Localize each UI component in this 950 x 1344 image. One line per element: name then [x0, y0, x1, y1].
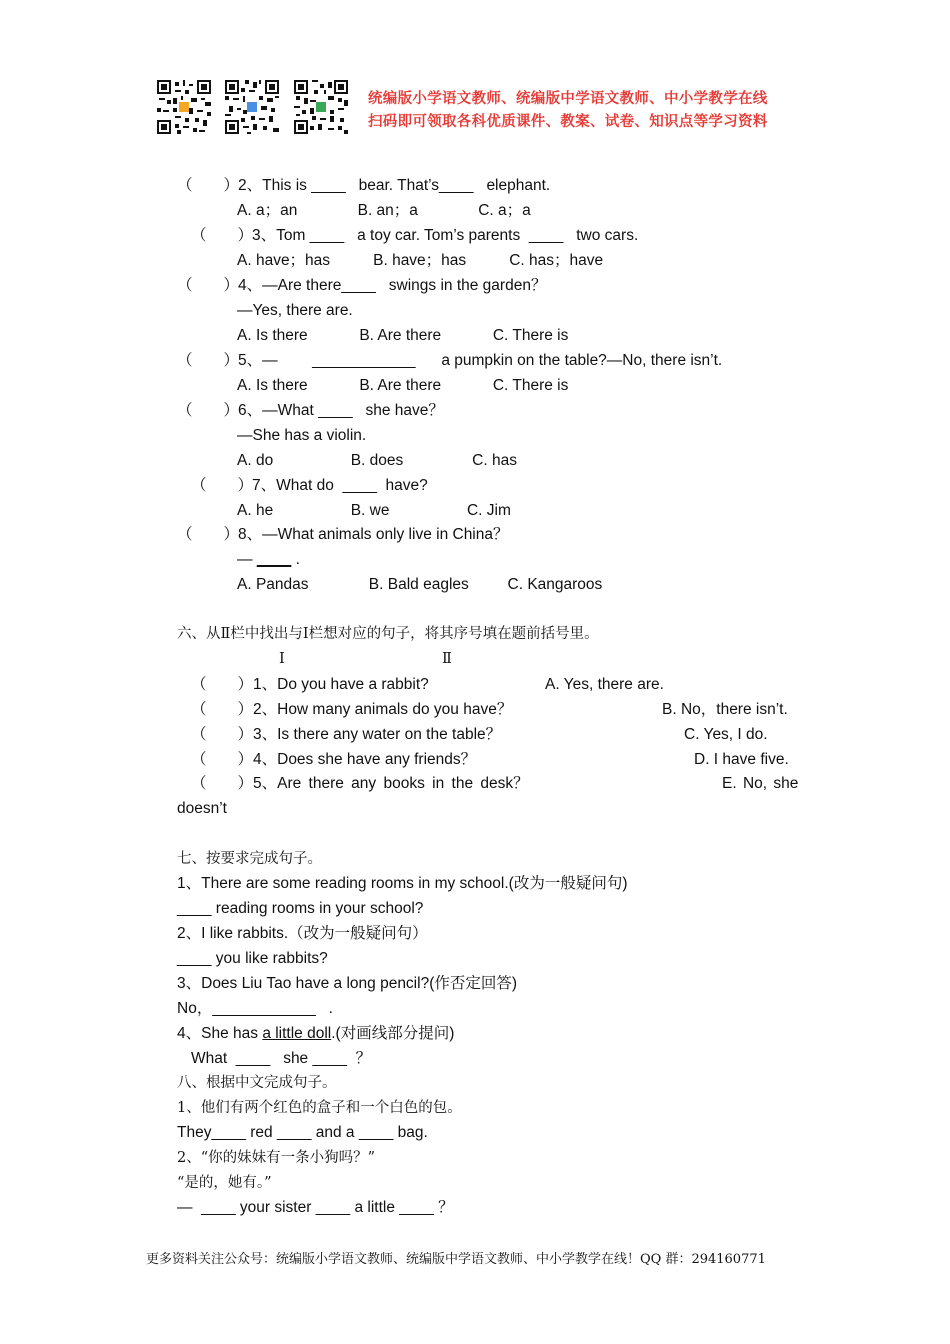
- s7-q1-answer: ____ reading rooms in your school?: [177, 900, 424, 917]
- match-right-4: D. I have five.: [694, 751, 789, 768]
- section7-title: 七、按要求完成句子。: [177, 851, 322, 867]
- q5-options: A. Is there B. Are there C. There is: [237, 377, 569, 394]
- q4-paren: （ ）: [177, 277, 240, 294]
- qr-code-2: [225, 80, 279, 134]
- s8-q2: 2、“你的妹妹有一条小狗吗？”: [177, 1150, 376, 1166]
- q8-text: 8、—What animals only live in China？: [238, 526, 509, 543]
- q3-options: A. have；has B. have；has C. has；have: [237, 252, 604, 269]
- s7-q4-answer: What ____ she ____ ？: [191, 1050, 372, 1067]
- q2-text: 2、This is ____ bear. That’s____ elephant.: [238, 177, 551, 194]
- section6-col1-heading: Ⅰ: [279, 651, 285, 667]
- qr-code-3: [294, 80, 348, 134]
- s7-q2-answer: ____ you like rabbits?: [177, 950, 328, 967]
- qr-code-1: [157, 80, 211, 134]
- promo-line-1: 统编版小学语文教师、统编版中学语文教师、中小学教学在线: [368, 91, 768, 107]
- s7-q1: 1、There are some reading rooms in my school.(改为一般疑问句): [177, 875, 628, 892]
- section6-title: 六、从Ⅱ栏中找出与Ⅰ栏想对应的句子，将其序号填在题前括号里。: [177, 626, 599, 642]
- q8-answer-suffix: .: [291, 551, 300, 568]
- footer-text: 更多资料关注公众号：统编版小学语文教师、统编版中学语文教师、中小学教学在线！QQ 群：294160771: [146, 1252, 766, 1267]
- match-left-3: （ ）3、Is there any water on the table？: [191, 726, 502, 743]
- q8-options: A. Pandas B. Bald eagles C. Kangaroos: [237, 576, 603, 593]
- s7-q4: [177, 1024, 454, 1044]
- q4-options: A. Is there B. Are there C. There is: [237, 327, 569, 344]
- match-right-5-wrap: doesn’t: [177, 800, 227, 817]
- q7-text: 7、What do ____ have?: [252, 477, 428, 494]
- match-right-5: E. No, she: [722, 775, 799, 792]
- q4-text: 4、—Are there____ swings in the garden？: [238, 277, 547, 294]
- q4-answer: —Yes, there are.: [237, 302, 353, 319]
- match-right-2: B. No，there isn’t.: [662, 701, 788, 718]
- s8-q1-answer: They____ red ____ and a ____ bag.: [177, 1124, 428, 1141]
- match-right-1: A. Yes, there are.: [545, 676, 664, 693]
- s7-q2: 2、I like rabbits.（改为一般疑问句）: [177, 925, 428, 942]
- q6-paren: （ ）: [177, 402, 240, 419]
- q8-answer-blank: ____: [256, 551, 292, 568]
- promo-line-2: 扫码即可领取各科优质课件、教案、试卷、知识点等学习资料: [368, 114, 768, 130]
- q3-paren: （ ）: [191, 227, 254, 244]
- s8-q1: 1、他们有两个红色的盒子和一个白色的包。: [177, 1100, 462, 1116]
- s7-q3: 3、Does Liu Tao have a long pencil?(作否定回答): [177, 975, 518, 992]
- q7-options: A. he B. we C. Jim: [237, 502, 511, 519]
- q6-answer: —She has a violin.: [237, 427, 367, 444]
- q2-options: A. a；an B. an；a C. a；a: [237, 202, 531, 219]
- s8-q2-cn-answer: “是的，她有。”: [177, 1175, 272, 1191]
- q7-paren: （ ）: [191, 477, 254, 494]
- q3-text: 3、Tom ____ a toy car. Tom’s parents ____ two cars.: [252, 227, 639, 244]
- section6-col2-heading: Ⅱ: [442, 651, 452, 667]
- q8-answer-prefix: —: [237, 551, 257, 568]
- s7-q3-answer: No，____________ .: [177, 1000, 333, 1017]
- match-left-2: （ ）2、How many animals do you have？: [191, 701, 513, 718]
- match-left-1: （ ）1、Do you have a rabbit?: [191, 676, 429, 693]
- s8-q2-answer: — ____ your sister ____ a little ____ ？: [177, 1199, 454, 1216]
- match-right-3: C. Yes, I do.: [684, 726, 768, 743]
- match-left-4: （ ）4、Does she have any friends？: [191, 751, 477, 768]
- match-left-5: （ ）5、Are there any books in the desk？: [191, 775, 529, 792]
- section8-title: 八、根据中文完成句子。: [177, 1075, 337, 1091]
- q8-answer: [237, 550, 300, 570]
- q2-paren: （ ）: [177, 177, 240, 194]
- q6-options: A. do B. does C. has: [237, 452, 517, 469]
- s7-q4-suffix: .(对画线部分提问): [331, 1025, 455, 1042]
- s7-q4-prefix: 4、She has: [177, 1025, 263, 1042]
- q5-paren: （ ）: [177, 352, 240, 369]
- q6-text: 6、—What ____ she have？: [238, 402, 444, 419]
- s7-q4-underlined: a little doll: [262, 1025, 332, 1042]
- q8-paren: （ ）: [177, 526, 240, 543]
- q5-text: 5、— ____________ a pumpkin on the table?—No, there isn’t.: [238, 352, 723, 369]
